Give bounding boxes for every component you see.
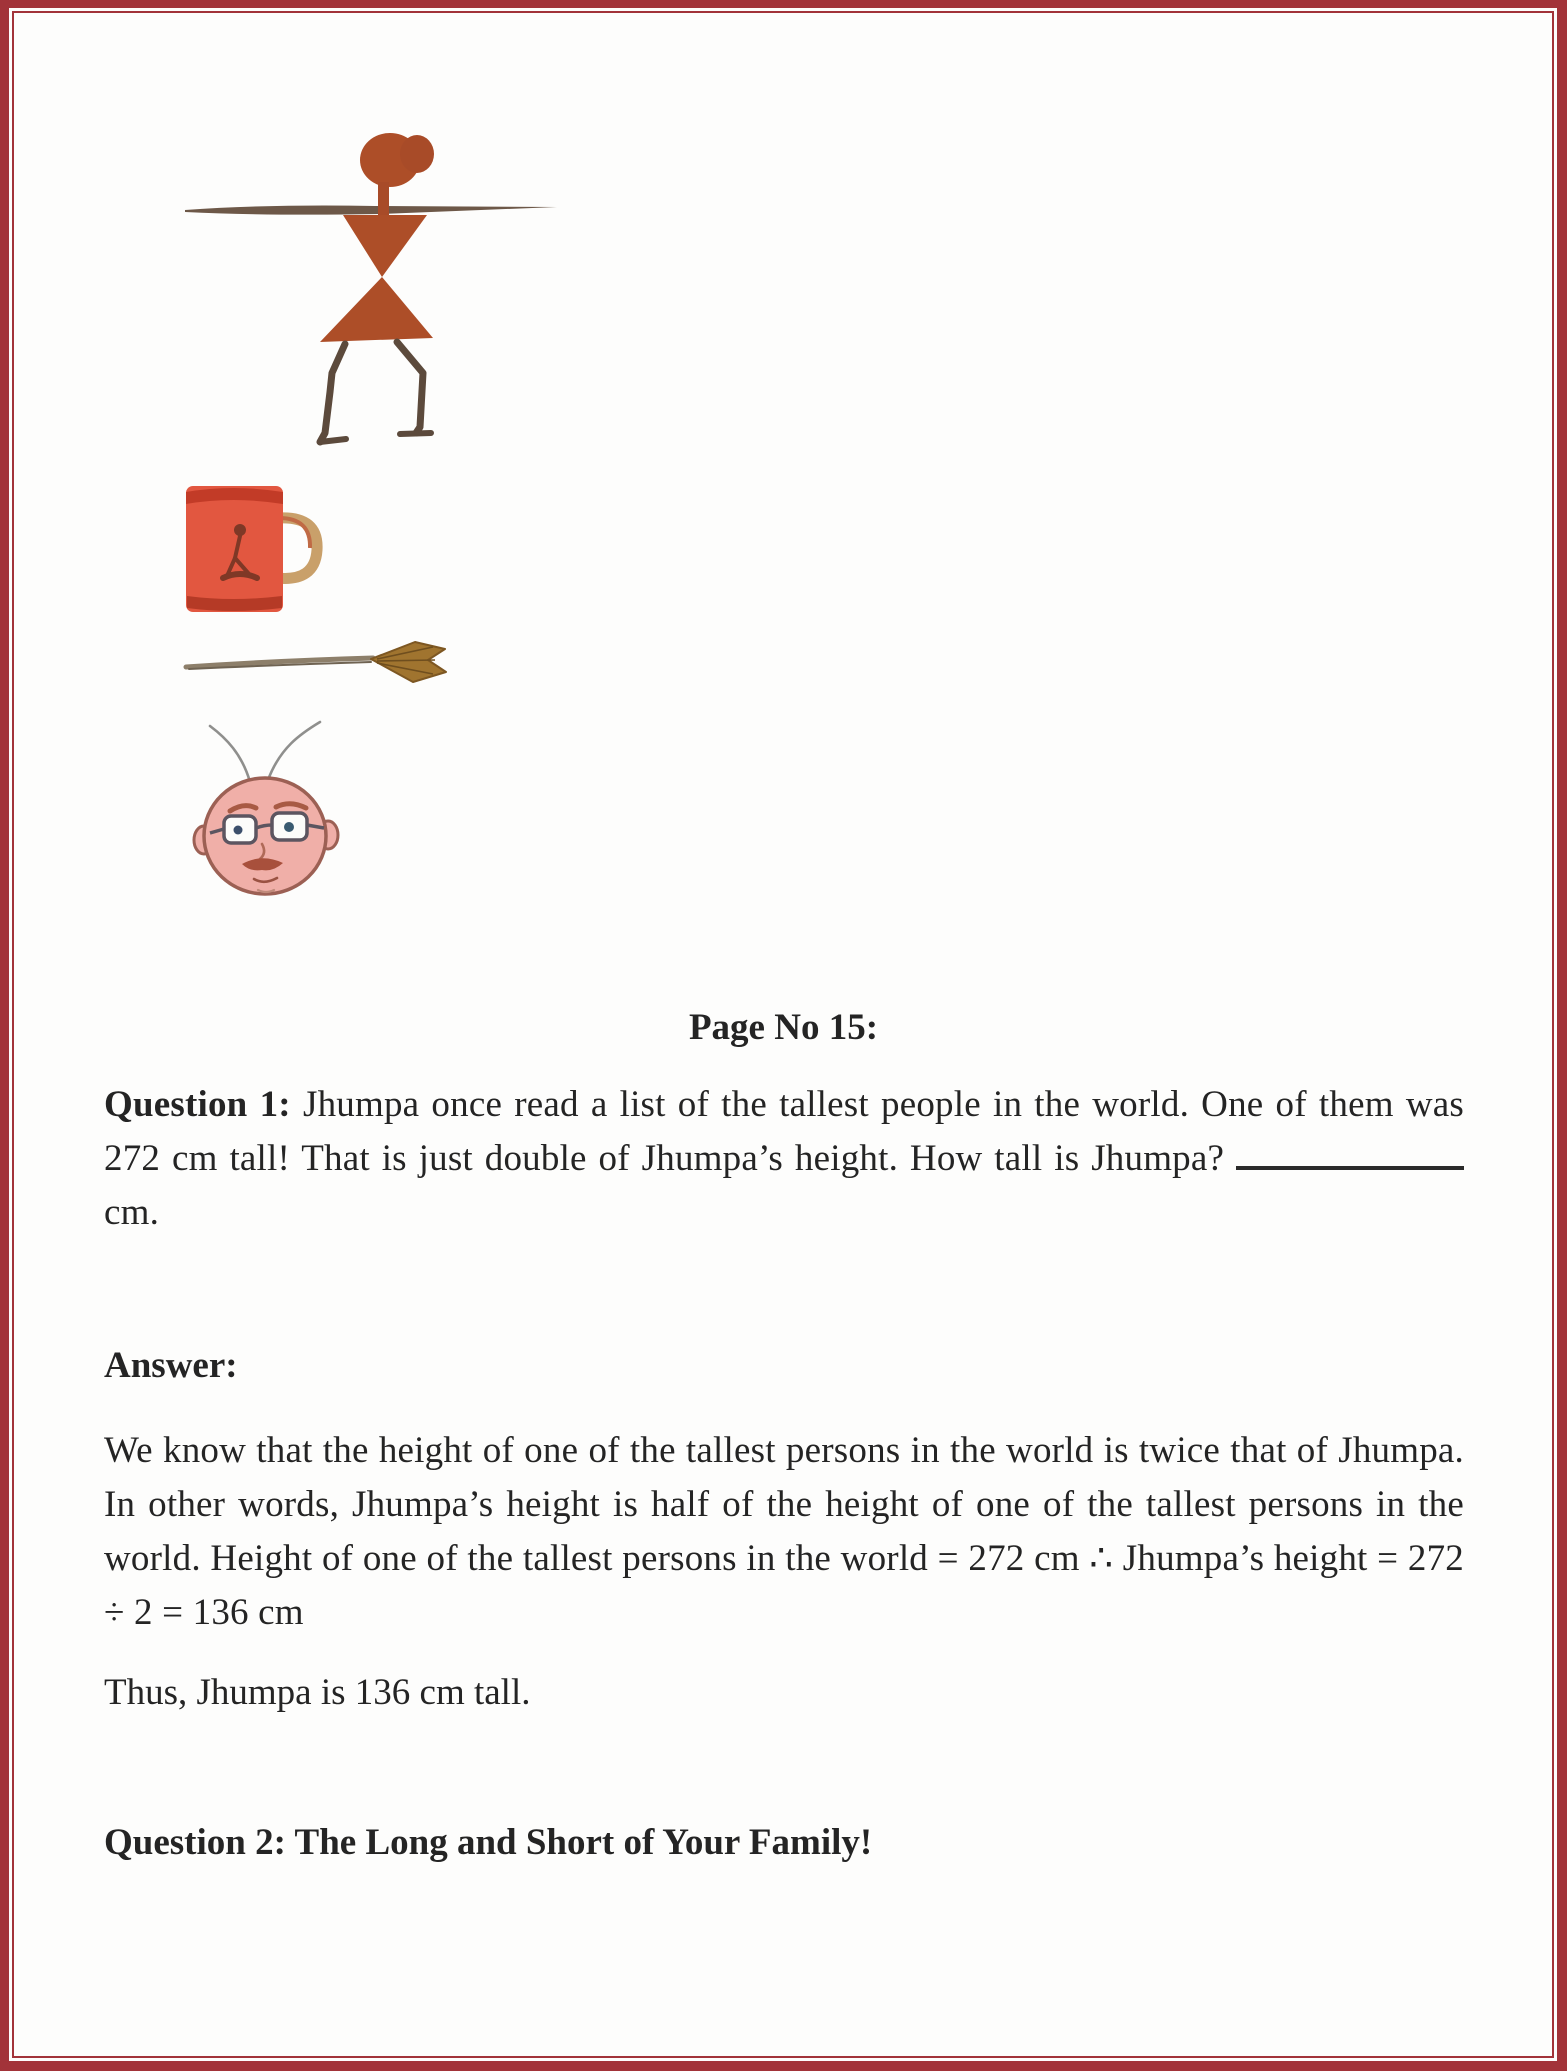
dancer-right-leg xyxy=(397,342,423,433)
question-1-unit: cm. xyxy=(104,1192,160,1233)
dancer-left-leg xyxy=(320,344,345,442)
conclusion-text: Thus, Jhumpa is 136 cm tall. xyxy=(104,1672,531,1713)
answer-heading: Answer: xyxy=(104,1345,238,1386)
dancer-hair-bun xyxy=(400,135,434,173)
dancer-neck xyxy=(378,182,389,216)
mug-image xyxy=(183,478,323,623)
dancer-torso xyxy=(343,215,427,277)
answer-blank-line xyxy=(1236,1136,1464,1170)
question-1-text: Jhumpa once read a list of the tallest people in the world. One of them was 272 cm tall! That is just double of Jhumpa’s height. How tall is Jhumpa? xyxy=(104,1084,1464,1179)
warli-dancer-image xyxy=(150,130,560,450)
question-1-label: Question 1: xyxy=(104,1084,291,1125)
face-hair-strand-left xyxy=(210,726,250,782)
dancer-arms xyxy=(185,206,557,215)
face-hair-strand-right xyxy=(268,722,320,780)
question-2-heading: Question 2: The Long and Short of Your Family! xyxy=(104,1822,873,1863)
answer-paragraph: We know that the height of one of the tallest persons in the world is twice that of Jhumpa. In other words, Jhumpa’s height is half of the height of one of the tallest persons in the world. Height of one of the tallest persons in the world = 272 cm ∴ Jhumpa’s height = 272 ÷ 2 = 136 cm xyxy=(104,1430,1464,1633)
dancer-right-foot xyxy=(400,433,431,434)
dancer-skirt xyxy=(320,277,433,342)
broom-image xyxy=(183,640,455,692)
mug-body xyxy=(186,486,283,612)
page-number-heading: Page No 15: xyxy=(688,1007,879,1048)
question-1-paragraph xyxy=(104,1078,1464,1240)
face-left-pupil xyxy=(234,826,243,835)
broom-head xyxy=(371,642,446,682)
face-right-pupil xyxy=(284,822,294,832)
cartoon-face-image xyxy=(192,716,352,900)
mug-handle xyxy=(277,518,317,579)
dancer-left-foot xyxy=(320,439,346,442)
